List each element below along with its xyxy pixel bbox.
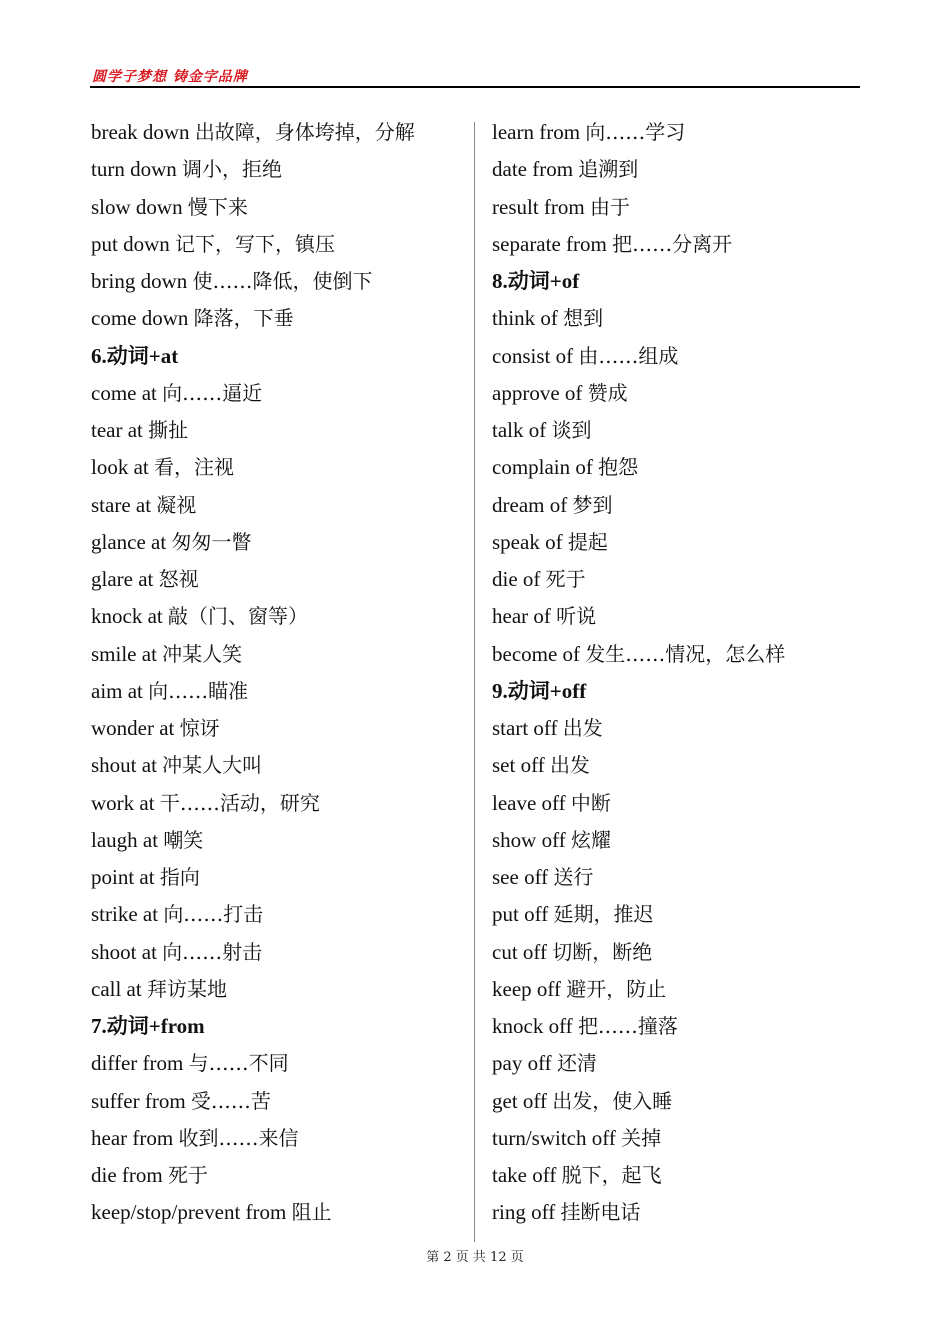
header-divider [90,86,860,88]
phrase-chinese: 慢下来 [187,194,248,219]
phrase-chinese: 敲（门、窗等） [167,604,308,629]
phrase-english: hear of [492,604,551,629]
phrase-chinese: 记下，写下，镇压 [175,231,335,256]
phrase-chinese: 出发 [562,716,603,740]
phrase-english: ring off [492,1200,556,1225]
phrase-chinese: 撕扯 [148,418,189,442]
phrase-english: point at [91,865,155,889]
phrase-english: pay off [492,1051,552,1076]
phrase-entry [492,338,860,375]
phrase-entry [492,1083,860,1120]
phrase-entry [492,822,860,859]
phrase-entry [91,1120,466,1157]
phrase-english: put down [91,231,170,256]
phrase-english: approve of [492,380,583,405]
phrase-english: learn from [492,120,581,144]
phrase-entry [492,524,860,561]
phrase-entry [492,1157,860,1194]
phrase-chinese: 把……分离开 [612,231,733,256]
phrase-entry [492,636,860,673]
phrase-english: differ from [91,1051,184,1076]
phrase-chinese: 凝视 [156,492,197,517]
phrase-english: dream of [492,492,568,517]
section-heading: 6.动词+at [91,343,179,368]
phrase-chinese: 向……射击 [162,939,263,964]
phrase-entry [492,487,860,524]
phrase-chinese: 冲某人笑 [162,641,243,666]
section-heading: 8.动词+of [492,269,580,293]
phrase-entry [492,710,860,747]
phrase-entry [492,1194,860,1231]
phrase-entry [91,412,466,449]
phrase-english: hear from [91,1125,174,1150]
phrase-english: complain of [492,455,593,480]
phrase-english: stare at [91,492,152,517]
phrase-entry [91,1157,466,1194]
phrase-chinese: 收到……来信 [178,1125,299,1150]
phrase-entry [492,561,860,598]
phrase-chinese: 关掉 [621,1125,662,1150]
phrase-entry [91,785,466,822]
phrase-english: die of [492,567,541,591]
phrase-chinese: 冲某人大叫 [162,753,263,778]
phrase-english: speak of [492,529,563,554]
phrase-english: cut off [492,939,548,964]
phrase-entry [91,1083,466,1120]
phrase-english: take off [492,1163,557,1187]
phrase-entry [492,859,860,896]
phrase-chinese: 调小，拒绝 [182,157,282,182]
phrase-entry [492,375,860,412]
phrase-entry [91,561,466,598]
phrase-chinese: 出发，使入睡 [552,1088,673,1113]
phrase-entry [91,300,466,337]
phrase-chinese: 拜访某地 [146,976,227,1001]
phrase-chinese: 降落，下垂 [193,306,294,331]
phrase-entry [492,226,860,263]
phrase-entry [91,598,466,635]
phrase-english: put off [492,902,549,927]
phrase-chinese: 送行 [553,865,594,889]
phrase-chinese: 想到 [563,306,604,331]
phrase-entry [492,151,860,188]
page-number: 第 2 页 共 12 页 [426,1250,524,1265]
phrase-entry [492,1045,860,1082]
phrase-entry [91,934,466,971]
phrase-chinese: 把……撞落 [577,1014,678,1038]
phrase-entry [492,114,860,151]
phrase-chinese: 延期，推迟 [553,902,654,927]
phrase-english: laugh at [91,827,159,852]
phrase-english: consist of [492,343,574,368]
phrase-english: strike at [91,902,159,927]
phrase-entry [91,822,466,859]
phrase-chinese: 挂断电话 [560,1200,641,1225]
phrase-chinese: 嘲笑 [163,827,204,852]
phrase-entry [492,747,860,784]
phrase-chinese: 向……逼近 [162,380,263,405]
phrase-english: turn/switch off [492,1125,616,1150]
phrase-english: leave off [492,790,566,815]
phrase-entry [91,636,466,673]
phrase-entry [91,896,466,933]
phrase-entry [91,487,466,524]
phrase-chinese: 脱下，起飞 [561,1163,662,1187]
phrase-chinese: 向……瞄准 [148,678,249,703]
phrase-chinese: 切断，断绝 [552,939,653,964]
phrase-english: date from [492,157,574,182]
phrase-chinese: 由于 [589,194,630,219]
phrase-chinese: 出故障，身体垮掉，分解 [194,120,415,144]
phrase-chinese: 炫耀 [570,827,611,852]
phrase-chinese: 梦到 [572,492,613,517]
phrase-chinese: 干……活动，研究 [159,790,320,815]
phrase-chinese: 与……不同 [188,1051,289,1076]
phrase-chinese: 死于 [545,567,586,591]
phrase-chinese: 向……打击 [163,902,264,927]
phrase-entry [492,189,860,226]
phrase-entry [91,263,466,300]
phrase-entry [492,934,860,971]
phrase-english: become of [492,641,581,666]
phrase-chinese: 怒视 [158,567,199,591]
section-heading: 9.动词+off [492,678,587,703]
phrase-english: tear at [91,418,143,442]
phrase-english: come at [91,380,157,405]
phrase-chinese: 惊讶 [179,716,220,740]
phrase-entry [492,1008,860,1045]
phrase-entry [91,375,466,412]
phrase-english: die from [91,1163,163,1187]
phrase-english: think of [492,306,558,331]
phrase-chinese: 听说 [556,604,597,629]
phrase-chinese: 阻止 [291,1200,332,1225]
phrase-chinese: 向……学习 [585,120,686,144]
right-column [492,114,860,1232]
phrase-entry [91,226,466,263]
phrase-chinese: 指向 [159,865,200,889]
phrase-entry [91,114,466,151]
phrase-chinese: 匆匆一瞥 [171,529,252,554]
phrase-english: wonder at [91,716,175,740]
column-divider [474,122,475,1242]
phrase-chinese: 追溯到 [578,157,639,182]
phrase-english: glance at [91,529,167,554]
phrase-chinese: 出发 [549,753,590,778]
left-column [91,114,466,1232]
phrase-english: aim at [91,678,143,703]
phrase-chinese: 赞成 [587,380,628,405]
phrase-entry [91,189,466,226]
phrase-chinese: 使……降低，使倒下 [192,269,373,293]
phrase-english: talk of [492,418,547,442]
phrase-chinese: 避开，防止 [566,976,667,1001]
phrase-chinese: 提起 [567,529,608,554]
phrase-english: see off [492,865,549,889]
phrase-entry [91,859,466,896]
phrase-chinese: 受……苦 [190,1088,271,1113]
phrase-chinese: 死于 [167,1163,208,1187]
phrase-english: keep off [492,976,561,1001]
phrase-english: glare at [91,567,154,591]
phrase-english: slow down [91,194,183,219]
phrase-chinese: 抱怨 [598,455,639,480]
phrase-entry [492,412,860,449]
phrase-entry [91,673,466,710]
phrase-english: shoot at [91,939,157,964]
phrase-english: look at [91,455,149,480]
phrase-entry [91,1194,466,1231]
phrase-english: result from [492,194,585,219]
phrase-english: smile at [91,641,157,666]
phrase-english: show off [492,827,566,852]
section-heading: 7.动词+from [91,1014,205,1038]
phrase-entry [492,896,860,933]
phrase-english: knock off [492,1014,573,1038]
phrase-english: start off [492,716,558,740]
phrase-entry [492,449,860,486]
phrase-chinese: 谈到 [551,418,592,442]
phrase-chinese: 还清 [556,1051,597,1076]
phrase-entry [492,300,860,337]
phrase-english: turn down [91,157,177,182]
phrase-entry [492,1120,860,1157]
phrase-entry [492,598,860,635]
phrase-entry [91,747,466,784]
phrase-english: keep/stop/prevent from [91,1200,287,1225]
phrase-entry [91,151,466,188]
phrase-entry [91,449,466,486]
phrase-english: call at [91,976,142,1001]
phrase-entry [91,971,466,1008]
phrase-english: bring down [91,269,188,293]
phrase-english: get off [492,1088,548,1113]
phrase-english: break down [91,120,190,144]
phrase-english: come down [91,306,189,331]
phrase-entry [91,524,466,561]
phrase-entry [492,971,860,1008]
phrase-english: separate from [492,231,607,256]
phrase-chinese: 发生……情况，怎么样 [585,641,786,666]
phrase-chinese: 由……组成 [578,343,679,368]
phrase-english: set off [492,753,545,778]
phrase-entry [91,1045,466,1082]
phrase-english: shout at [91,753,157,778]
header-slogan: 圆学子梦想 铸金字品牌 [92,69,248,85]
phrase-chinese: 看，注视 [154,455,234,480]
phrase-english: suffer from [91,1088,186,1113]
phrase-entry [91,710,466,747]
phrase-entry [492,785,860,822]
phrase-chinese: 中断 [570,790,611,815]
phrase-english: knock at [91,604,163,629]
phrase-english: work at [91,790,155,815]
